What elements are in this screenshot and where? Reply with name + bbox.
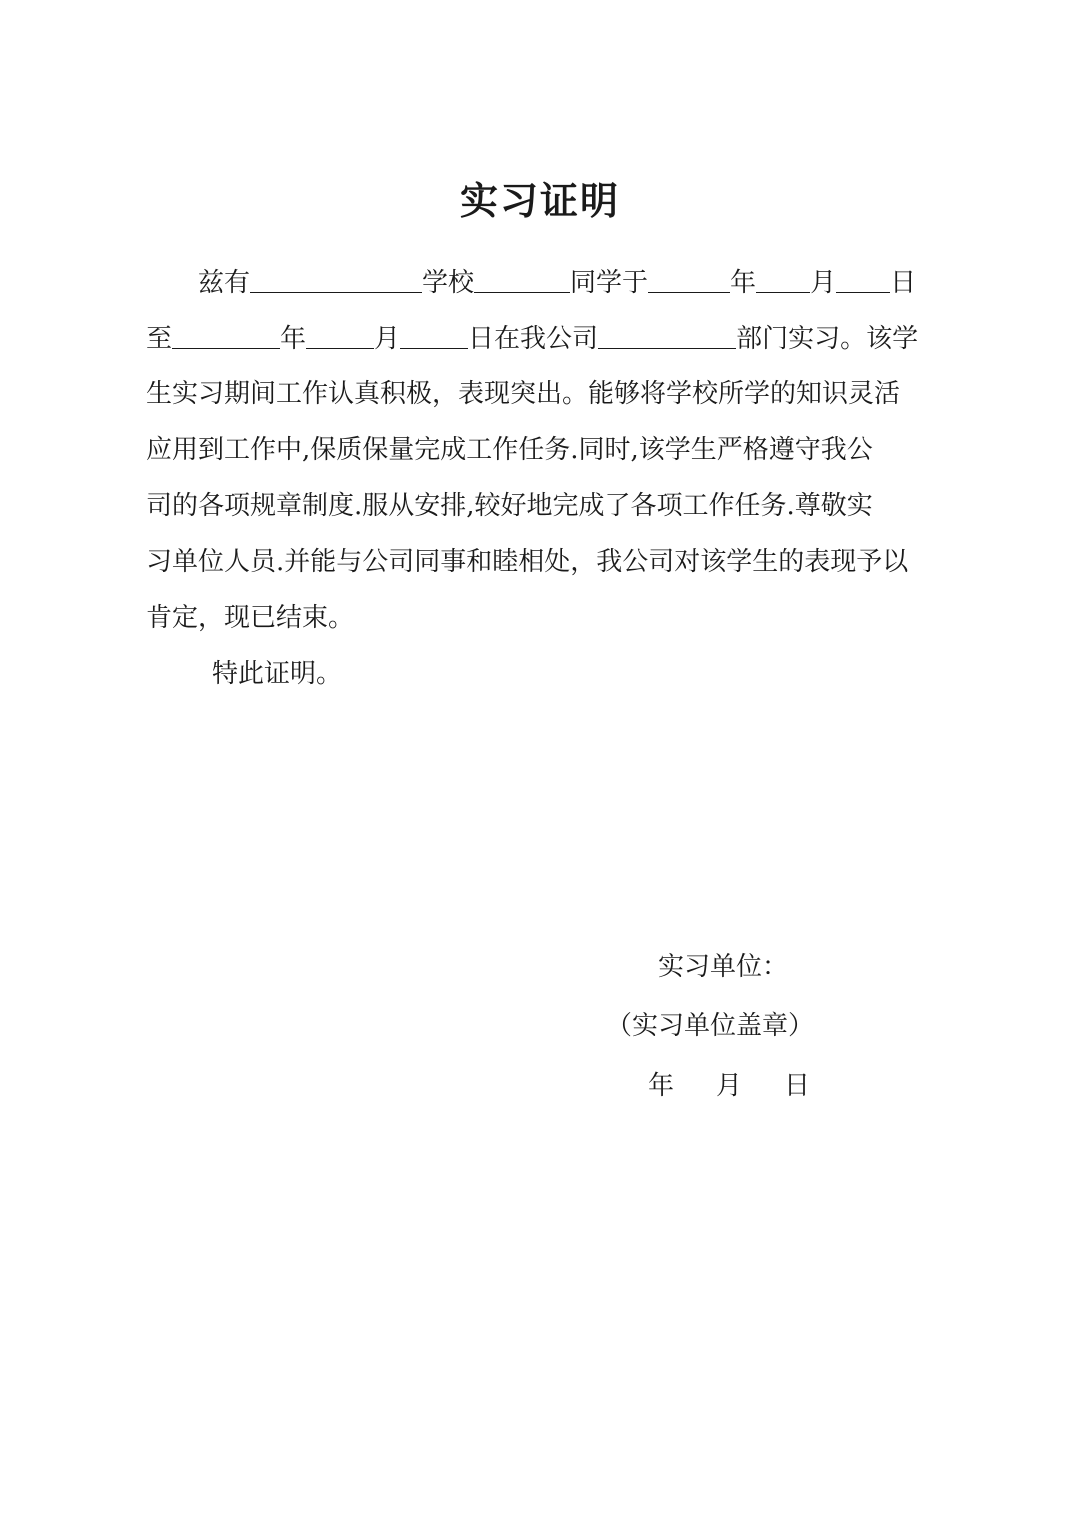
school-name-blank <box>250 262 422 293</box>
body-line-2 <box>146 318 946 358</box>
end-day-blank <box>400 318 468 349</box>
page-title: 实习证明 <box>459 179 620 223</box>
start-year-blank <box>648 262 730 293</box>
text-segment: 同学于 <box>570 268 649 298</box>
text-segment: 年 <box>280 324 307 354</box>
closing-text: 特此证明。 <box>212 659 343 689</box>
department-blank <box>598 318 736 349</box>
text-segment: 年 <box>730 268 757 298</box>
student-name-blank <box>474 262 570 293</box>
end-month-blank <box>306 318 374 349</box>
text-segment: 日 <box>890 268 917 298</box>
start-month-blank <box>756 262 810 293</box>
date-day: 日 <box>784 1071 811 1101</box>
text-segment: 学校 <box>422 268 475 298</box>
text-segment: 月 <box>810 268 837 298</box>
body-line-6: 习单位人员.并能与公司同事和睦相处，我公司对该学生的表现予以 <box>146 547 909 577</box>
text-segment: 月 <box>374 324 401 354</box>
body-line-4: 应用到工作中,保质保量完成工作任务.同时,该学生严格遵守我公 <box>146 435 873 465</box>
body-line-3: 生实习期间工作认真积极，表现突出。能够将学校所学的知识灵活 <box>146 379 901 409</box>
text-segment: 至 <box>146 324 173 354</box>
end-year-blank <box>172 318 280 349</box>
body-line-5: 司的各项规章制度.服从安排,较好地完成了各项工作任务.尊敬实 <box>146 491 873 521</box>
date-month: 月 <box>716 1071 743 1101</box>
body-line-1 <box>146 262 946 302</box>
unit-label: 实习单位： <box>658 952 789 982</box>
start-day-blank <box>836 262 890 293</box>
body-line-7: 肯定，现已结束。 <box>146 603 355 633</box>
date-year: 年 <box>648 1071 675 1101</box>
text-segment: 部门实习。该学 <box>736 324 919 354</box>
text-segment: 日在我公司 <box>468 324 599 354</box>
signature-date <box>648 1066 810 1106</box>
text-segment: 兹有 <box>198 268 251 298</box>
stamp-note: （实习单位盖章） <box>606 1011 815 1041</box>
